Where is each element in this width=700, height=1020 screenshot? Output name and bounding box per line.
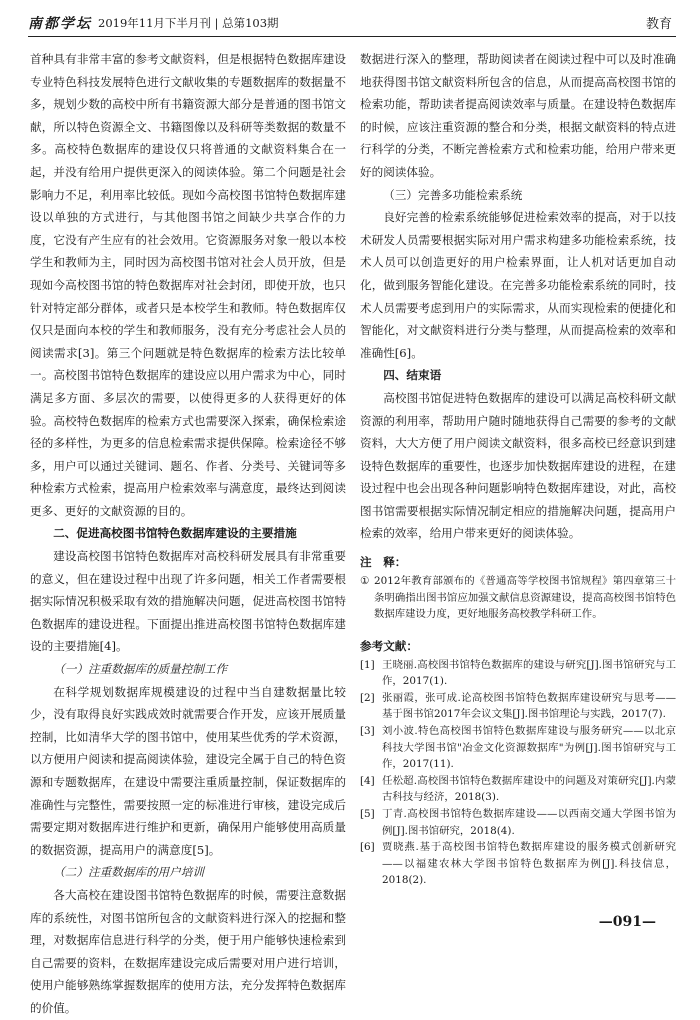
reference-item — [360, 806, 676, 839]
running-header — [28, 10, 676, 37]
reference-item — [360, 839, 676, 889]
reference-text: 任松超.高校图书馆特色数据库建设中的问题及对策研究[J].内蒙古科技与经济，2018(3). — [382, 774, 676, 804]
note-item — [360, 573, 676, 623]
subsection-heading: （一）注重数据库的质量控制工作 — [53, 662, 228, 677]
note-number: ① — [360, 575, 370, 588]
reference-index: [6] — [360, 841, 375, 854]
references-list — [360, 657, 676, 889]
reference-index: [3] — [360, 724, 375, 737]
paragraph: 各大高校在建设图书馆特色数据库的时候，需要注意数据库的系统性，对图书馆所包含的文献资料进行深入的挖掘和整理，对数据库信息进行科学的分类，便于用户能够快速检索到自己需要的资料，在数据库建设完成后需要对用户进行培训，使用户能够熟练掌握数据库的使用方法，充分发挥特色数据库的价值。 — [30, 887, 346, 1015]
reference-item — [360, 723, 676, 773]
reference-text: 刘小波.特色高校图书馆特色数据库建设与服务研究——以北京科技大学图书馆"冶金文化资源数据库"为例[J].图书馆研究与工作，2017(11). — [382, 724, 676, 771]
notes-label: 注 释： — [360, 555, 407, 570]
paragraph: 数据进行深入的整理，帮助阅读者在阅读过程中可以及时准确地获得图书馆文献资料所包含的信息，从而提高高校图书馆的检索功能，帮助读者提高阅读效率与质量。在建设特色数据库的时候，应该注重资源的整合和分类，根据文献资料的特点进行科学的分类，不断完善检索方式和检索功能，给用户带来更好的阅读体验。 — [360, 52, 676, 179]
reference-item — [360, 773, 676, 806]
section-tag: 教育 — [645, 17, 672, 32]
right-column — [360, 48, 676, 889]
reference-item — [360, 657, 676, 690]
left-column — [30, 48, 346, 1020]
issue-info: 2019年11月下半月刊 | 总第103期 — [98, 16, 279, 30]
paragraph: 在科学规划数据库规模建设的过程中当自建数据量比较少，没有取得良好实践成效时就需要合作开发，应该开展质量控制，比如清华大学的图书馆中，使用某些优秀的学术资源，以方便用户阅读和提高阅读体验，建设完全属于自己的特色资源和专题数据库，在建设中需要注重质量控制，保证数据库的准确性与完整性，需要按照一定的标准进行审核，建设完成后需要定期对数据库进行维护和更新，确保用户能够使用高质量的数据资源，提高用户的满意度[5]。 — [30, 684, 346, 857]
reference-text: 丁青.高校图书馆特色数据库建设——以西南交通大学图书馆为例[J].图书馆研究，2018(4). — [382, 807, 676, 837]
references-label: 参考文献： — [360, 638, 418, 653]
paragraph: 良好完善的检索系统能够促进检索效率的提高，对于以技术研发人员需要根据实际对用户需求构建多功能检索系统，技术人员可以创造更好的用户检索界面，让人机对话更加自动化，做到服务智能化建设。在完善多功能检索系统的同时，技术人员需要考虑到用户的实际需求，从而实现检索的便捷化和智能化，对文献资料进行分类与整理，从而提高检索的效率和准确性[6]。 — [360, 210, 676, 360]
paragraph: 首种具有非常丰富的参考文献资料，但是根据特色数据库建设专业特色科技发展特色进行文献收集的专题数据库的数据量不多，规划少数的高校中所有书籍资源大部分是普通的图书馆文献，所以特色资源全文、书籍图像以及科研等类数据的数量不多。高校特色数据库的建设仅只将普通的文献资料集合在一起，并没有给用户提供更深入的阅读体验。第二个问题是社会影响力不足，利用率比较低。现如今高校图书馆特色数据库建设以单独的方式进行，与其他图书馆之间缺少共享合作的力度，它没有产生应有的社会效用。它资源服务对象一般以本校学生和教师为主，同时因为高校图书馆对社会人员开放，但是现如今高校图书馆的特色数据库对社会封闭，即使开放，也只针对特定部分群体，或者只是本校学生和教师。特色数据库仅仅只是面向本校的学生和教师服务，没有充分考虑社会人员的阅读需求[3]。第三个问题就是特色数据库的检索方法比较单一。高校图书馆特色数据库的建设应以用户需求为中心，同时满足多方面、多层次的需要，以使得更多的人获得更好的体验。高校特色数据库的检索方式也需要深入探索，确保检索途径的多样性，为更多的信息检索需求提供保障。检索途径不够多，用户可以通过关键词、题名、作者、分类号、关键词等多种检索方式检索，提高用户检索效率与满意度，最终达到阅读更多、更好的文献资源的目的。 — [30, 52, 346, 518]
paragraph: 高校图书馆促进特色数据库的建设可以满足高校科研文献资源的利用率，帮助用户随时随地获得自己需要的参考的文献资料，大大方便了用户阅读文献资料，很多高校已经意识到建设特色数据库的重要性，也逐步加快数据库建设的进程，在建设过程中也会出现各种问题影响特色数据库建设，对此，高校图书馆需要根据实际情况制定相应的措施解决问题，提高用户检索的效率，给用户带来更好的阅读体验。 — [360, 390, 676, 541]
reference-text: 贾晓燕.基于高校图书馆特色数据库建设的服务模式创新研究——以福建农林大学图书馆特色数据库为例[J].科技信息，2018(2). — [382, 841, 676, 887]
section-heading: 二、促进高校图书馆特色数据库建设的主要措施 — [53, 526, 297, 541]
reference-index: [1] — [360, 658, 375, 671]
reference-item — [360, 690, 676, 723]
journal-logo: 南都学坛 — [28, 16, 92, 32]
reference-text: 王晓丽.高校图书馆特色数据库的建设与研究[J].图书馆研究与工作，2017(1). — [382, 658, 676, 688]
reference-index: [4] — [360, 774, 375, 787]
reference-index: [2] — [360, 691, 375, 704]
subsection-heading: （三）完善多功能检索系统 — [383, 187, 523, 202]
note-text: 2012年教育部颁布的《普通高等学校图书馆规程》第四章第三十条明确指出图书馆应加强文献信息资源建设，提高高校图书馆特色数据库建设力度，更好地服务高校教学科研工作。 — [374, 575, 676, 621]
subsection-heading: （二）注重数据库的用户培训 — [53, 865, 204, 880]
reference-index: [5] — [360, 807, 375, 820]
paragraph: 建设高校图书馆特色数据库对高校科研发展具有非常重要的意义，但在建设过程中出现了许多问题，相关工作者需要根据实际情况积极采取有效的措施解决问题，促进高校图书馆特色数据库的建设进程。下面提出推进高校图书馆特色数据库建设的主要措施[4]。 — [30, 549, 346, 654]
section-heading: 四、结束语 — [383, 368, 442, 383]
page-number: —091— — [598, 914, 656, 930]
reference-text: 张丽霞，张可成.论高校图书馆特色数据库建设研究与思考——基于图书馆2017年会议文集[J].图书馆理论与实践，2017(7). — [382, 691, 676, 721]
